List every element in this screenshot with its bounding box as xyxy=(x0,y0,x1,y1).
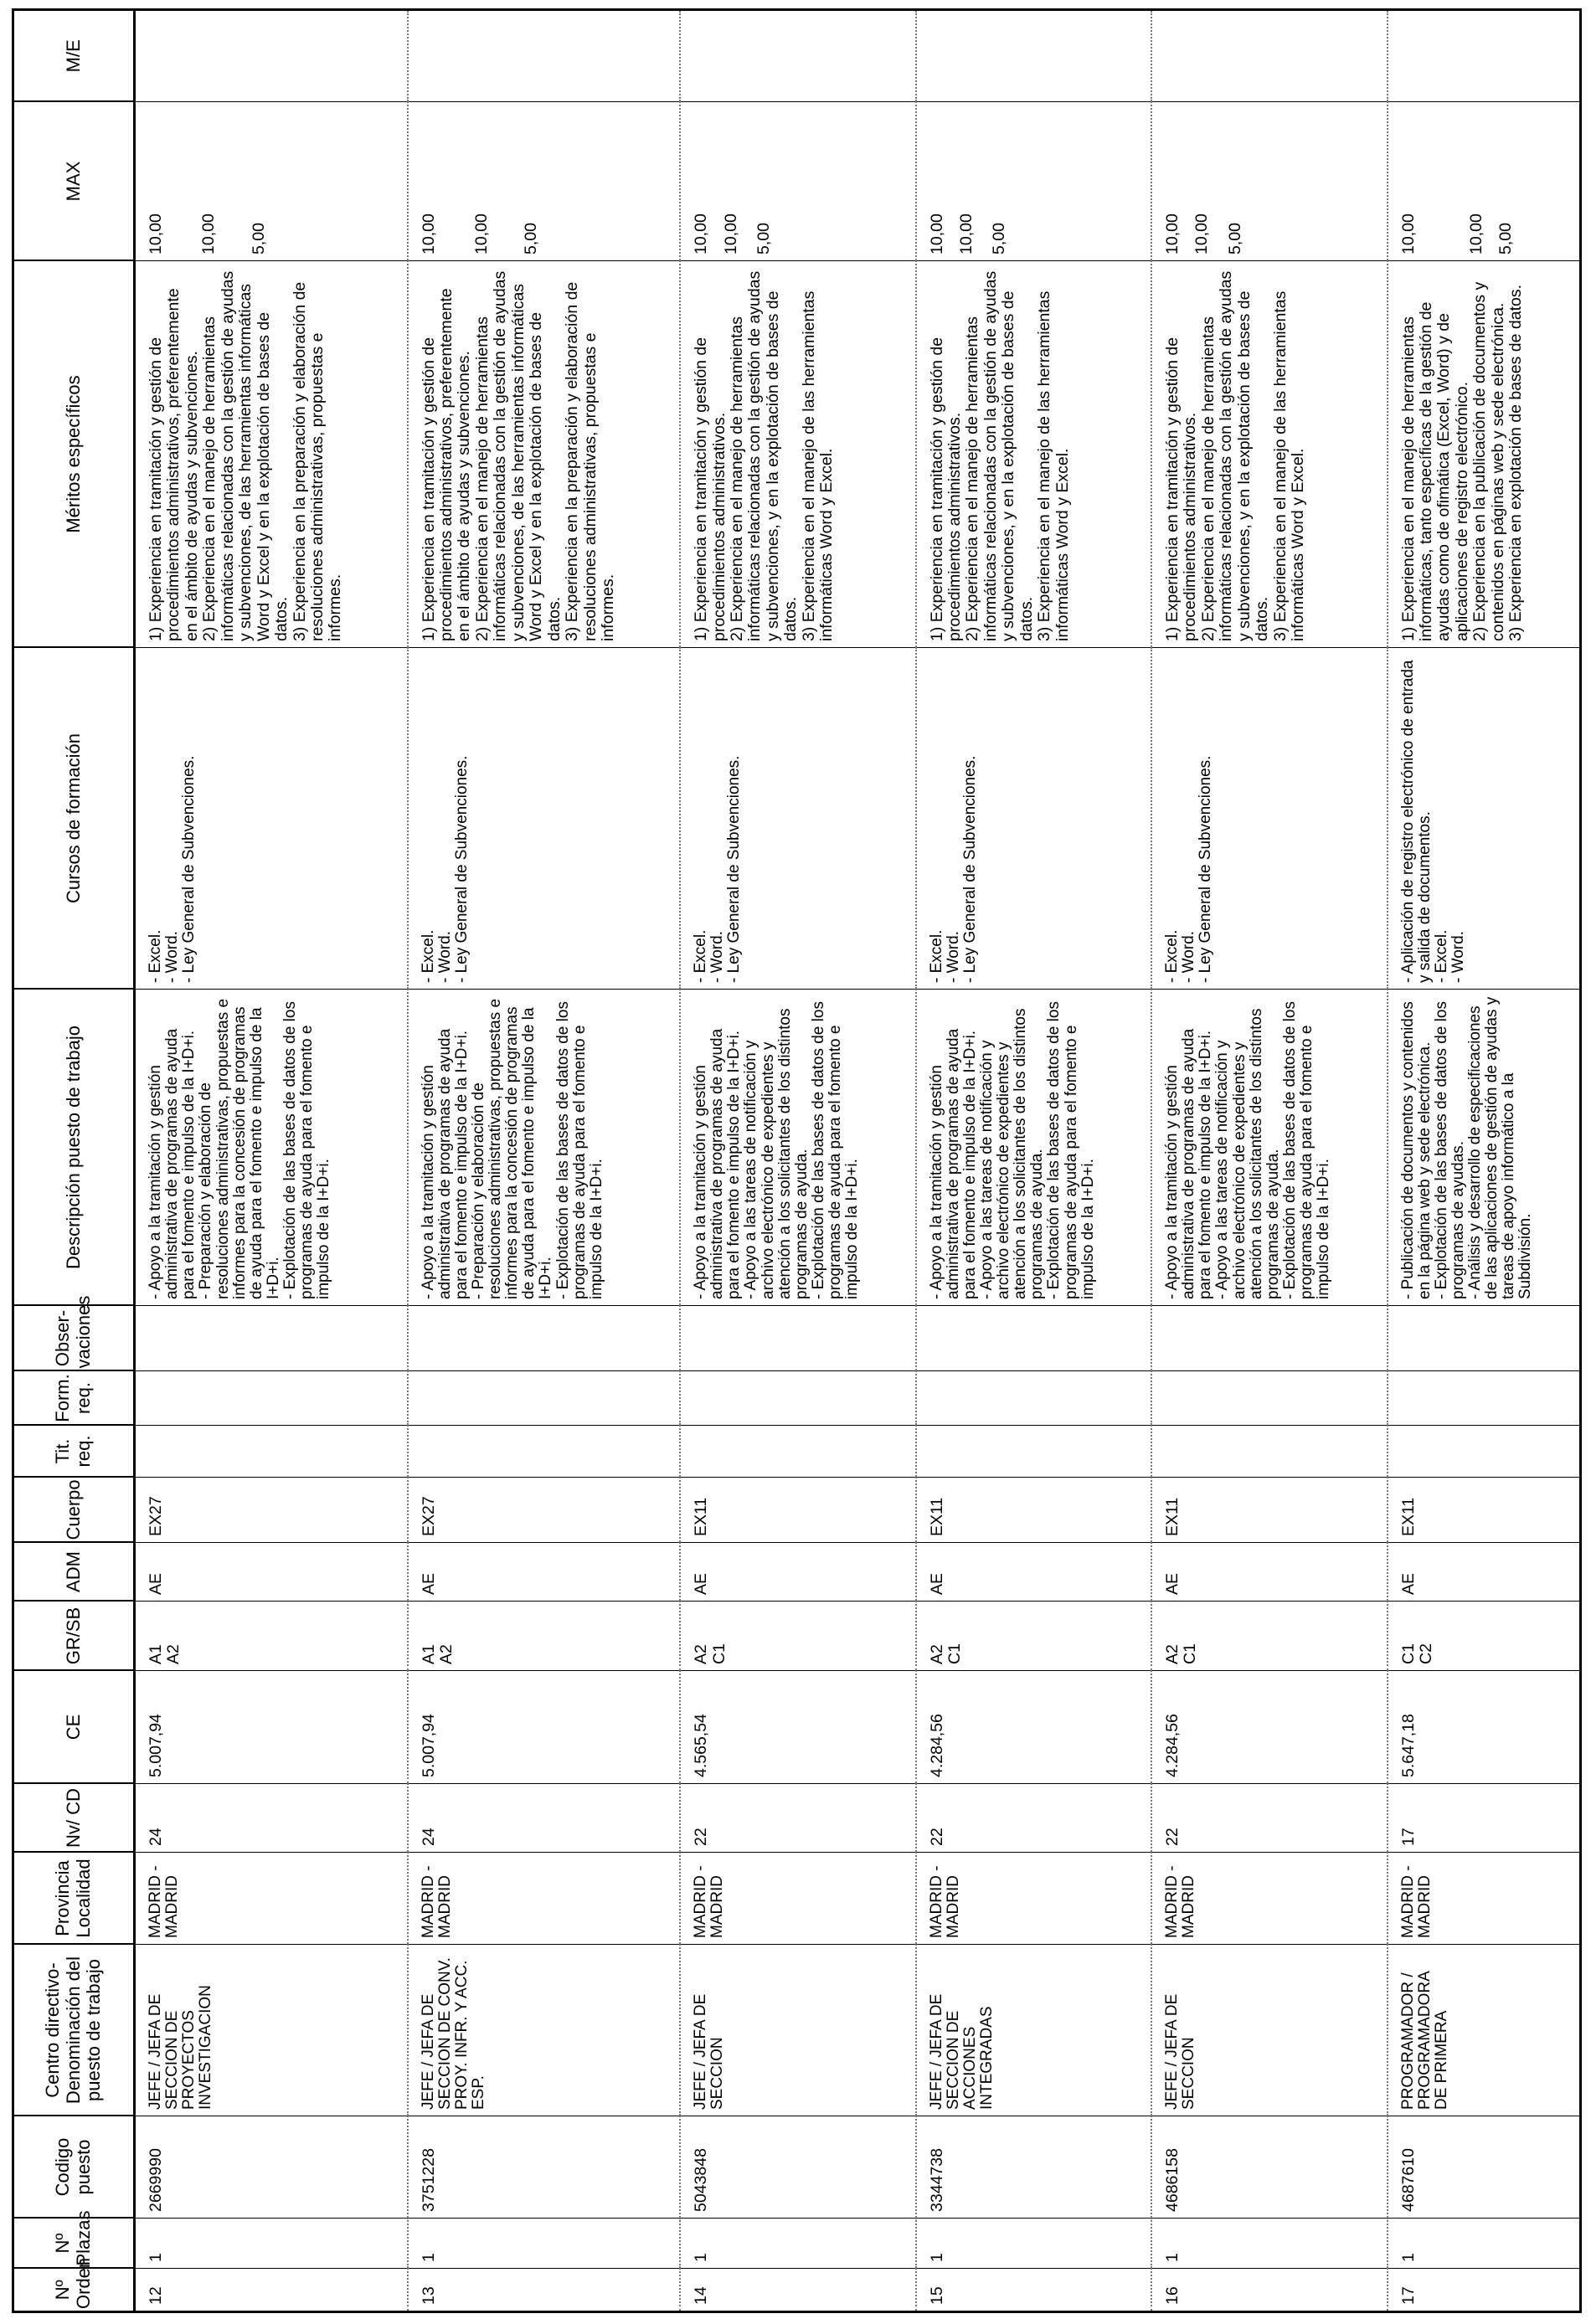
cell-ce: 5.647,18 xyxy=(1388,1671,1581,1784)
cell-form xyxy=(680,1371,915,1426)
cell-meritos: 1) Experiencia en tramitación y gestión de procedimientos administrativos. 2) Experiencia en el manejo de herramientas informáticas relacionadas con la gestión de ayudas y subvenciones, y en la explotación de bases de datos. 3) Experiencia en el manejo de las herramientas informáticas Word y Excel. xyxy=(680,261,915,648)
cell-orden: 16 xyxy=(1151,2269,1387,2312)
cell-obs xyxy=(135,1306,408,1371)
cell-plazas: 1 xyxy=(680,2219,915,2269)
cell-grsb: A1 A2 xyxy=(135,1602,408,1671)
cell-orden: 12 xyxy=(135,2269,408,2312)
header-max: MAX xyxy=(13,102,135,261)
cell-nivel: 22 xyxy=(1151,1784,1387,1853)
cell-max xyxy=(408,102,680,261)
cell-tit xyxy=(1388,1426,1581,1478)
cell-adm: AE xyxy=(408,1543,680,1602)
header-centro: Centro directivo-Denominación del puesto de trabajo xyxy=(13,1945,135,2116)
cell-form xyxy=(408,1371,680,1426)
cell-nivel: 22 xyxy=(916,1784,1151,1853)
cell-ce: 4.284,56 xyxy=(1151,1671,1387,1784)
cell-nivel: 24 xyxy=(135,1784,408,1853)
cell-codigo: 2669990 xyxy=(135,2116,408,2219)
cell-cursos: - Excel. - Word. - Ley General de Subvenciones. xyxy=(135,648,408,990)
cell-descripcion: - Apoyo a la tramitación y gestión administrativa de programas de ayuda para el fomento e impulso de la I+D+i. - Preparación y elaboración de resoluciones administrativas, propuestas e informes para la concesión de programas de ayuda para el fomento e impulso de la I+D+i. - Explotación de las bases de datos de los programas de ayuda para el fomento e impulso de la I+D+i. xyxy=(408,990,680,1306)
max-value-3: 5,00 xyxy=(522,223,541,255)
table-row xyxy=(680,10,915,2312)
cell-centro: JEFE / JEFA DE SECCION xyxy=(1151,1945,1387,2116)
max-value-1: 10,00 xyxy=(692,213,711,255)
table-row xyxy=(135,10,408,2312)
cell-centro: JEFE / JEFA DE SECCION DE CONV. PROY. INFR. Y ACC. ESP. xyxy=(408,1945,680,2116)
cell-cursos: - Excel. - Word. - Ley General de Subvenciones. xyxy=(1151,648,1387,990)
cell-centro: PROGRAMADOR / PROGRAMADORA DE PRIMERA xyxy=(1388,1945,1581,2116)
cell-obs xyxy=(408,1306,680,1371)
cell-plazas: 1 xyxy=(916,2219,1151,2269)
cell-cuerpo: EX11 xyxy=(916,1478,1151,1543)
cell-codigo: 5043848 xyxy=(680,2116,915,2219)
cell-grsb: A1 A2 xyxy=(408,1602,680,1671)
cell-cuerpo: EX27 xyxy=(408,1478,680,1543)
max-value-1: 10,00 xyxy=(1398,213,1418,255)
cell-adm: AE xyxy=(1388,1543,1581,1602)
cell-codigo: 4686158 xyxy=(1151,2116,1387,2219)
cell-obs xyxy=(1151,1306,1387,1371)
cell-max xyxy=(916,102,1151,261)
cell-cursos: - Excel. - Word. - Ley General de Subvenciones. xyxy=(916,648,1151,990)
cell-orden: 17 xyxy=(1388,2269,1581,2312)
header-adm: ADM xyxy=(13,1543,135,1602)
max-value-1: 10,00 xyxy=(419,213,438,255)
header-meritos: Méritos específicos xyxy=(13,261,135,648)
cell-grsb: A2 C1 xyxy=(916,1602,1151,1671)
cell-orden: 13 xyxy=(408,2269,680,2312)
cell-me xyxy=(1151,10,1387,102)
cell-meritos: 1) Experiencia en el manejo de herramientas informáticas, tanto específicas de la gestión de ayudas como de ofimática (Excel, Word) y de aplicaciones de registro electrónico. 2) Experiencia en la publicación de documentos y contenidos en páginas web y sede electrónica. 3) Experiencia en explotación de bases de datos. xyxy=(1388,261,1581,648)
cell-plazas: 1 xyxy=(1151,2219,1387,2269)
cell-me xyxy=(135,10,408,102)
max-value-1: 10,00 xyxy=(147,213,165,255)
cell-meritos: 1) Experiencia en tramitación y gestión de procedimientos administrativos. 2) Experiencia en el manejo de herramientas informáticas relacionadas con la gestión de ayudas y subvenciones, y en la explotación de bases de datos. 3) Experiencia en el manejo de las herramientas informáticas Word y Excel. xyxy=(1151,261,1387,648)
cell-descripcion: - Apoyo a la tramitación y gestión administrativa de programas de ayuda para el fomento e impulso de la I+D+i. - Apoyo a las tareas de notificación y archivo electrónico de expedientes y atención a los solicitantes de los distintos programas de ayuda. - Explotación de las bases de datos de los programas de ayuda para el fomento e impulso de la I+D+i. xyxy=(680,990,915,1306)
header-cuerpo: Cuerpo xyxy=(13,1478,135,1543)
cell-descripcion: - Apoyo a la tramitación y gestión administrativa de programas de ayuda para el fomento e impulso de la I+D+i. - Apoyo a las tareas de notificación y archivo electrónico de expedientes y atención a los solicitantes de los distintos programas de ayuda. - Explotación de las bases de datos de los programas de ayuda para el fomento e impulso de la I+D+i. xyxy=(1151,990,1387,1306)
cell-adm: AE xyxy=(680,1543,915,1602)
cell-tit xyxy=(135,1426,408,1478)
cell-descripcion: - Apoyo a la tramitación y gestión administrativa de programas de ayuda para el fomento e impulso de la I+D+i. - Preparación y elaboración de resoluciones administrativas, propuestas e informes para la concesión de programas de ayuda para el fomento e impulso de la I+D+i. - Explotación de las bases de datos de los programas de ayuda para el fomento e impulso de la I+D+i. xyxy=(135,990,408,1306)
cell-provincia: MADRID - MADRID xyxy=(916,1853,1151,1945)
cell-provincia: MADRID - MADRID xyxy=(1388,1853,1581,1945)
max-value-1: 10,00 xyxy=(927,213,946,255)
cell-nivel: 22 xyxy=(680,1784,915,1853)
table-row xyxy=(1151,10,1387,2312)
cell-cuerpo: EX11 xyxy=(1151,1478,1387,1543)
cell-form xyxy=(1151,1371,1387,1426)
cell-meritos: 1) Experiencia en tramitación y gestión de procedimientos administrativos, preferentemente en el ámbito de ayudas y subvenciones. 2) Experiencia en el manejo de herramientas informáticas relacionadas con la gestión de ayudas y subvenciones, de las herramientas informáticas Word y Excel y en la explotación de bases de datos. 3) Experiencia en la preparación y elaboración de resoluciones administrativas, propuestas e informes. xyxy=(135,261,408,648)
cell-obs xyxy=(1388,1306,1581,1371)
table-row xyxy=(408,10,680,2312)
cell-plazas: 1 xyxy=(1388,2219,1581,2269)
max-value-2: 10,00 xyxy=(721,213,740,255)
cell-cursos: - Excel. - Word. - Ley General de Subvenciones. xyxy=(680,648,915,990)
cell-max xyxy=(135,102,408,261)
header-me: M/E xyxy=(13,10,135,102)
header-obs: Obser- vaciones xyxy=(13,1306,135,1371)
max-value-2: 10,00 xyxy=(472,213,492,255)
header-codigo: Codigo puesto xyxy=(13,2116,135,2219)
cell-form xyxy=(916,1371,1151,1426)
cell-form xyxy=(1388,1371,1581,1426)
cell-adm: AE xyxy=(135,1543,408,1602)
max-value-2: 10,00 xyxy=(1192,213,1212,255)
cell-obs xyxy=(916,1306,1151,1371)
header-descripcion: Descripción puesto de trabajo xyxy=(13,990,135,1306)
cell-codigo: 3751228 xyxy=(408,2116,680,2219)
header-plazas: Nº Plazas xyxy=(13,2219,135,2269)
cell-ce: 5.007,94 xyxy=(135,1671,408,1784)
cell-tit xyxy=(916,1426,1151,1478)
cell-meritos: 1) Experiencia en tramitación y gestión de procedimientos administrativos. 2) Experiencia en el manejo de herramientas informáticas relacionadas con la gestión de ayudas y subvenciones, y en la explotación de bases de datos. 3) Experiencia en el manejo de las herramientas informáticas Word y Excel. xyxy=(916,261,1151,648)
cell-codigo: 4687610 xyxy=(1388,2116,1581,2219)
cell-centro: JEFE / JEFA DE SECCION DE PROYECTOS INVESTIGACION xyxy=(135,1945,408,2116)
cell-max xyxy=(680,102,915,261)
positions-table xyxy=(12,8,1582,2313)
cell-tit xyxy=(680,1426,915,1478)
cell-max xyxy=(1388,102,1581,261)
cell-orden: 15 xyxy=(916,2269,1151,2312)
header-form: Form. req. xyxy=(13,1371,135,1426)
header-row xyxy=(13,10,135,2312)
cell-ce: 5.007,94 xyxy=(408,1671,680,1784)
cell-cursos: - Aplicación de registro electrónico de entrada y salida de documentos. - Excel. - Word. xyxy=(1388,648,1581,990)
cell-ce: 4.565,54 xyxy=(680,1671,915,1784)
cell-grsb: A2 C1 xyxy=(1151,1602,1387,1671)
table-row xyxy=(1388,10,1581,2312)
cell-ce: 4.284,56 xyxy=(916,1671,1151,1784)
max-value-3: 5,00 xyxy=(1496,223,1516,255)
cell-cuerpo: EX11 xyxy=(1388,1478,1581,1543)
max-value-3: 5,00 xyxy=(1225,223,1244,255)
cell-centro: JEFE / JEFA DE SECCION xyxy=(680,1945,915,2116)
max-value-3: 5,00 xyxy=(754,223,773,255)
header-provincia: Provincia Localidad xyxy=(13,1853,135,1945)
header-tit: Tit. req. xyxy=(13,1426,135,1478)
cell-codigo: 3344738 xyxy=(916,2116,1151,2219)
cell-grsb: A2 C1 xyxy=(680,1602,915,1671)
cell-meritos: 1) Experiencia en tramitación y gestión de procedimientos administrativos, preferentemente en el ámbito de ayudas y subvenciones. 2) Experiencia en el manejo de herramientas informáticas relacionadas con la gestión de ayudas y subvenciones, de las herramientas informáticas Word y Excel y en la explotación de bases de datos. 3) Experiencia en la preparación y elaboración de resoluciones administrativas, propuestas e informes. xyxy=(408,261,680,648)
header-cursos: Cursos de formación xyxy=(13,648,135,990)
cell-me xyxy=(1388,10,1581,102)
cell-adm: AE xyxy=(916,1543,1151,1602)
table-row xyxy=(916,10,1151,2312)
cell-me xyxy=(408,10,680,102)
cell-cuerpo: EX27 xyxy=(135,1478,408,1543)
cell-nivel: 24 xyxy=(408,1784,680,1853)
max-value-2: 10,00 xyxy=(199,213,219,255)
cell-provincia: MADRID - MADRID xyxy=(408,1853,680,1945)
cell-plazas: 1 xyxy=(408,2219,680,2269)
cell-plazas: 1 xyxy=(135,2219,408,2269)
cell-form xyxy=(135,1371,408,1426)
cell-provincia: MADRID - MADRID xyxy=(135,1853,408,1945)
cell-descripcion: - Publicación de documentos y contenidos en la página web y sede electrónica. - Explotación de las bases de datos de los programas de ayudas. - Análisis y desarrollo de especificaciones de las aplicaciones de gestión de ayudas y tareas de apoyo informático a la Subdivisión. xyxy=(1388,990,1581,1306)
cell-obs xyxy=(680,1306,915,1371)
max-value-3: 5,00 xyxy=(990,223,1009,255)
header-orden: Nº Orden xyxy=(13,2269,135,2312)
cell-provincia: MADRID - MADRID xyxy=(1151,1853,1387,1945)
cell-me xyxy=(916,10,1151,102)
header-nivel: Nv/ CD xyxy=(13,1784,135,1853)
cell-descripcion: - Apoyo a la tramitación y gestión administrativa de programas de ayuda para el fomento e impulso de la I+D+i. - Apoyo a las tareas de notificación y archivo electrónico de expedientes y atención a los solicitantes de los distintos programas de ayuda. - Explotación de las bases de datos de los programas de ayuda para el fomento e impulso de la I+D+i. xyxy=(916,990,1151,1306)
cell-orden: 14 xyxy=(680,2269,915,2312)
cell-tit xyxy=(408,1426,680,1478)
cell-me xyxy=(680,10,915,102)
cell-cuerpo: EX11 xyxy=(680,1478,915,1543)
cell-adm: AE xyxy=(1151,1543,1387,1602)
cell-nivel: 17 xyxy=(1388,1784,1581,1853)
max-value-1: 10,00 xyxy=(1163,213,1182,255)
header-ce: CE xyxy=(13,1671,135,1784)
cell-grsb: C1 C2 xyxy=(1388,1602,1581,1671)
cell-max xyxy=(1151,102,1387,261)
cell-centro: JEFE / JEFA DE SECCION DE ACCIONES INTEGRADAS xyxy=(916,1945,1151,2116)
max-value-2: 10,00 xyxy=(1466,213,1485,255)
header-grsb: GR/SB xyxy=(13,1602,135,1671)
cell-tit xyxy=(1151,1426,1387,1478)
max-value-2: 10,00 xyxy=(956,213,976,255)
cell-provincia: MADRID - MADRID xyxy=(680,1853,915,1945)
cell-cursos: - Excel. - Word. - Ley General de Subvenciones. xyxy=(408,648,680,990)
max-value-3: 5,00 xyxy=(249,223,268,255)
